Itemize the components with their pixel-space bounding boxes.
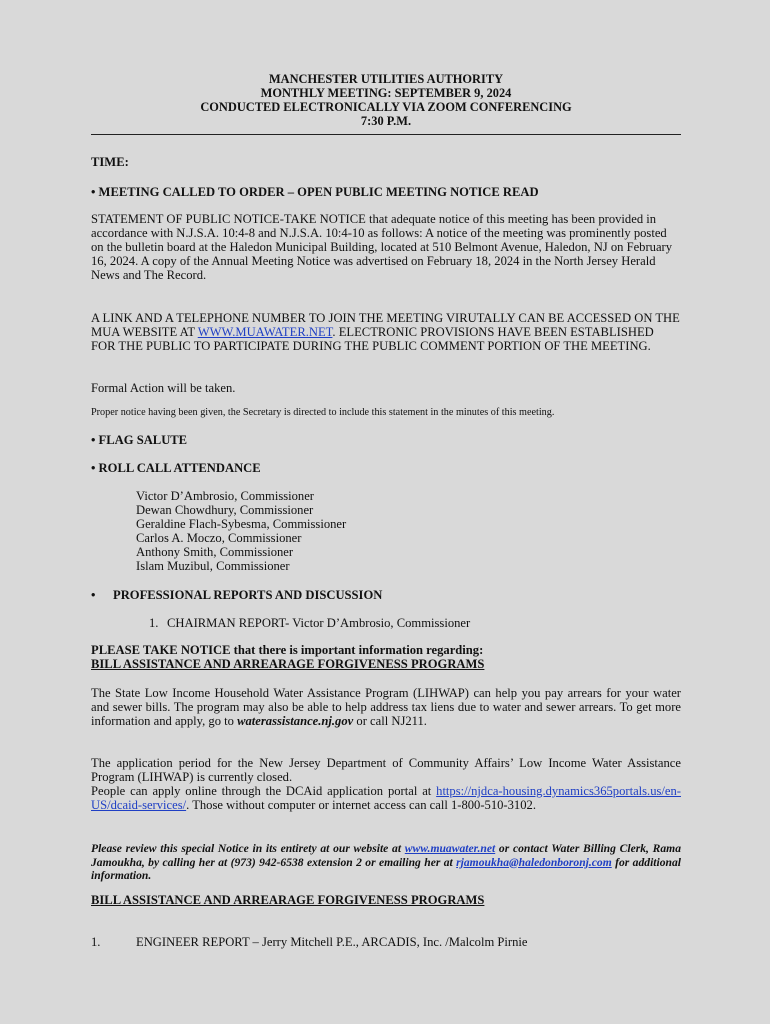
dca-paragraph	[91, 757, 681, 813]
flag-salute: • FLAG SALUTE	[91, 433, 188, 447]
header-meeting-date: MONTHLY MEETING: SEPTEMBER 9, 2024	[260, 86, 512, 100]
chairman-num: 1.	[149, 616, 159, 630]
commissioner-list	[136, 489, 726, 573]
document-page	[91, 72, 681, 135]
formal-action: Formal Action will be taken.	[91, 381, 236, 395]
meeting-called-to-order: • MEETING CALLED TO ORDER – OPEN PUBLIC MEETING NOTICE READ	[91, 185, 539, 199]
engineer-text: ENGINEER REPORT – Jerry Mitchell P.E., ARCADIS, Inc. /Malcolm Pirnie	[136, 935, 528, 949]
chairman-report	[149, 617, 689, 631]
chairman-text: CHAIRMAN REPORT- Victor D’Ambrosio, Commissioner	[167, 616, 471, 630]
header-time: 7:30 P.M.	[360, 114, 412, 128]
review-before: Please review this special Notice in its entirety at our website at	[91, 842, 405, 855]
notice-line: PLEASE TAKE NOTICE that there is important information regarding:	[91, 643, 484, 657]
professional-bullet: •	[91, 588, 96, 602]
header-authority: MANCHESTER UTILITIES AUTHORITY	[268, 72, 504, 86]
professional-label: PROFESSIONAL REPORTS AND DISCUSSION	[113, 588, 383, 602]
header-rule	[91, 134, 681, 135]
list-item: Victor D’Ambrosio, Commissioner	[136, 489, 314, 503]
dcaid-portal-link[interactable]: https://njdca-housing.dynamics365portals.us/en-US/dcaid-services/	[91, 783, 681, 812]
muawater-link[interactable]: www.muawater.net	[404, 842, 496, 855]
waterassistance-link[interactable]: waterassistance.nj.gov	[237, 713, 354, 728]
list-item: Anthony Smith, Commissioner	[136, 545, 294, 559]
review-paragraph	[91, 842, 681, 883]
lihwap-text: The State Low Income Household Water Assistance Program (LIHWAP) can help you pay arrears for your water and sewer bills. The program may also be able to help address tax liens due to water and sewer arrears. To get more information and apply, go to	[91, 686, 681, 728]
professional-reports	[91, 588, 681, 603]
link-paragraph	[91, 312, 681, 354]
list-item: Dewan Chowdhury, Commissioner	[136, 503, 314, 517]
lihwap-paragraph	[91, 687, 681, 729]
link-para-before: A LINK AND A TELEPHONE NUMBER TO JOIN THE MEETING VIRUTALLY CAN BE ACCESSED ON THE MUA WEBSITE AT	[91, 311, 680, 339]
list-item: Geraldine Flach-Sybesma, Commissioner	[136, 517, 347, 531]
bill-assistance-heading: BILL ASSISTANCE AND ARREARAGE FORGIVENESS PROGRAMS	[91, 893, 485, 907]
roll-call: • ROLL CALL ATTENDANCE	[91, 461, 261, 475]
engineer-num: 1.	[91, 935, 101, 949]
list-item: Carlos A. Moczo, Commissioner	[136, 531, 302, 545]
document-header	[91, 72, 681, 128]
list-item: Islam Muzibul, Commissioner	[136, 559, 290, 573]
dca-closed-text: The application period for the New Jersey Department of Community Affairs’ Low Income Water Assistance Program (LIHWAP) is currently closed.	[91, 756, 681, 784]
clerk-email-link[interactable]: rjamoukha@haledonboronj.com	[456, 855, 612, 869]
statement-of-notice: STATEMENT OF PUBLIC NOTICE-TAKE NOTICE that adequate notice of this meeting has been provided in accordance with N.J.S.A. 10:4-8 and N.J.S.A. 10:4-10 as follows: A notice of the meeting was prominently posted on the bulletin board at the Haledon Municipal Building, located at 510 Belmont Avenue, Haledon, NJ on February 16, 2024. A copy of the Annual Meeting Notice was advertised on February 18, 2024 in the North Jersey Herald News and The Record.	[91, 212, 673, 282]
engineer-report	[91, 936, 681, 950]
review-after: for additional information.	[91, 855, 681, 883]
dca-after: . Those without computer or internet access can call 1-800-510-3102.	[186, 797, 536, 812]
header-conducted: CONDUCTED ELECTRONICALLY VIA ZOOM CONFERENCING	[200, 100, 572, 114]
notice-block	[91, 644, 681, 672]
review-middle: or contact Water Billing Clerk, Rama Jamoukha, by calling her at (973) 942-6538 extension 2 or emailing her at	[91, 842, 681, 869]
notice-heading: BILL ASSISTANCE AND ARREARAGE FORGIVENESS PROGRAMS	[91, 656, 485, 671]
dca-before: People can apply online through the DCAid application portal at	[91, 783, 437, 798]
mua-website-link[interactable]: WWW.MUAWATER.NET	[197, 324, 333, 339]
proper-notice: Proper notice having been given, the Secretary is directed to include this statement in the minutes of this meeting.	[91, 407, 555, 418]
time-label: TIME:	[91, 155, 129, 169]
link-para-after: . ELECTRONIC PROVISIONS HAVE BEEN ESTABLISHED FOR THE PUBLIC TO PARTICIPATE DURING THE PUBLIC COMMENT PORTION OF THE MEETING.	[91, 324, 654, 353]
lihwap-after: or call NJ211.	[353, 713, 427, 728]
